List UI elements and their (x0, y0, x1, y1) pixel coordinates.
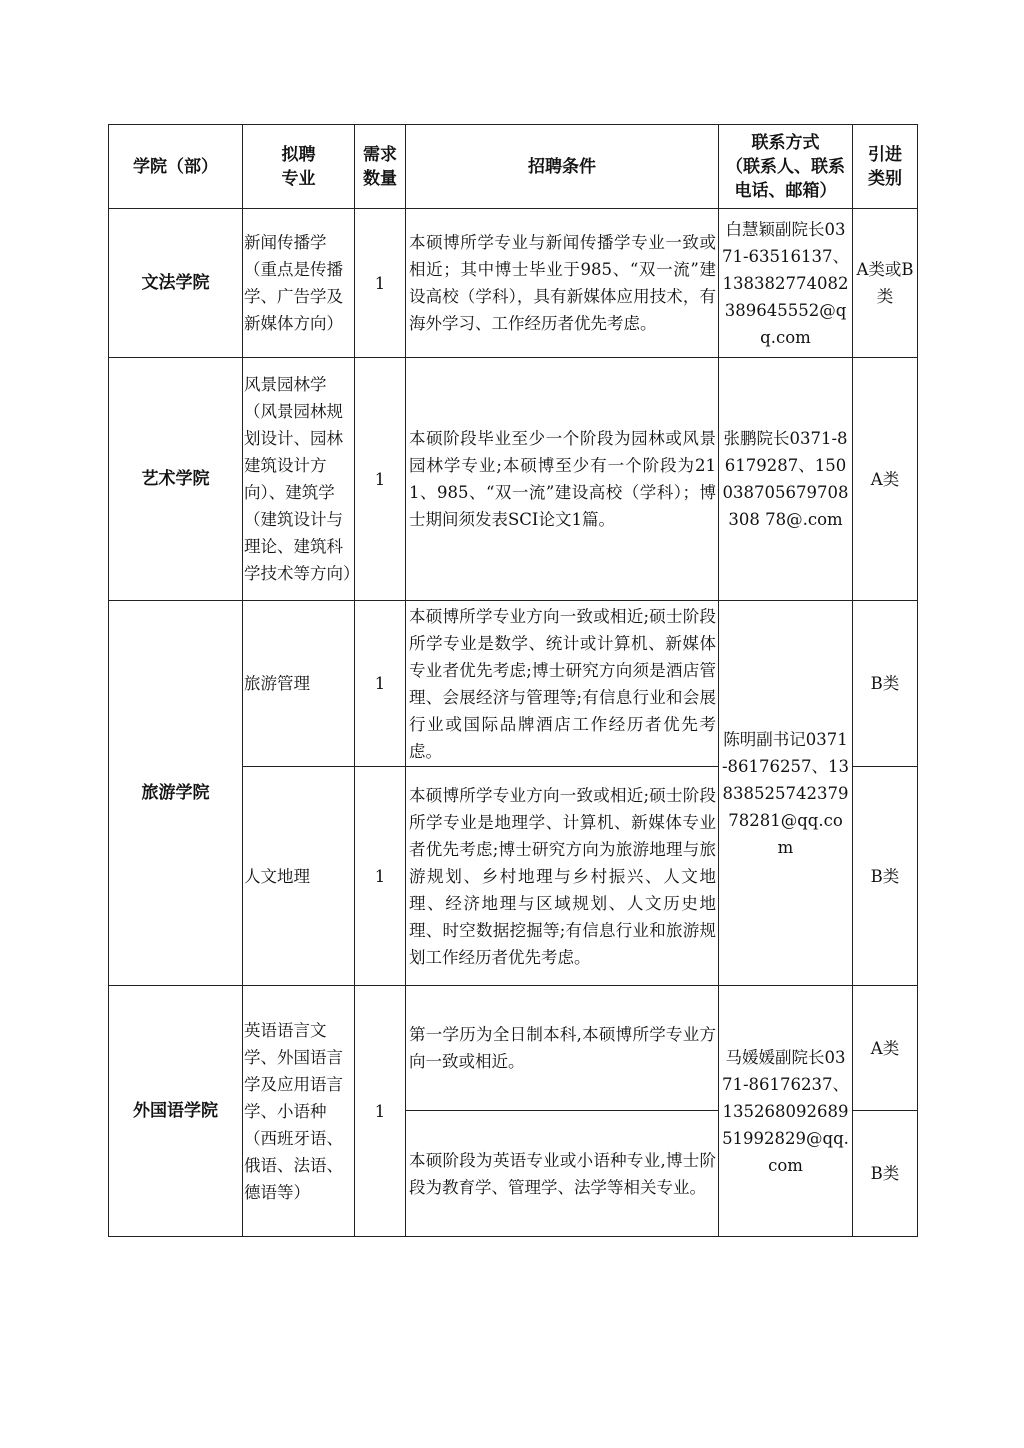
header-college: 学院（部） (109, 125, 243, 209)
contact-cell: 马媛媛副院长0371-86176237、13526809268951992829@qq.com (719, 986, 853, 1237)
header-count-line2: 数量 (363, 168, 397, 189)
header-category-line2: 类别 (868, 168, 902, 189)
header-contact-line3: 电话、邮箱） (734, 180, 837, 201)
major-cell: 风景园林学（风景园林规划设计、园林建筑设计方向）、建筑学（建筑设计与理论、建筑科学技术等方向） (243, 358, 355, 601)
conditions-cell: 本硕阶段为英语专业或小语种专业,博士阶段为教育学、管理学、法学等相关专业。 (406, 1111, 719, 1237)
header-major-line2: 专业 (281, 168, 316, 189)
contact-cell: 陈明副书记0371-86176257、1383852574237978281@qq.com (719, 601, 853, 986)
conditions-cell: 本硕阶段毕业至少一个阶段为园林或风景园林学专业;本硕博至少有一个阶段为211、985、“双一流”建设高校（学科）；博士期间须发表SCI论文1篇。 (406, 358, 719, 601)
count-cell: 1 (355, 986, 406, 1237)
contact-cell: 白慧颖副院长0371-63516137、138382774082389645552@qq.com (719, 209, 853, 358)
conditions-cell: 本硕博所学专业方向一致或相近;硕士阶段所学专业是地理学、计算机、新媒体专业者优先考虑;博士研究方向为旅游地理与旅游规划、乡村地理与乡村振兴、人文地理、经济地理与区域规划、人文历史地理、时空数据挖掘等;有信息行业和旅游规划工作经历者优先考虑。 (406, 767, 719, 986)
category-cell: B类 (853, 767, 918, 986)
major-cell: 新闻传播学（重点是传播学、广告学及新媒体方向） (243, 209, 355, 358)
major-cell: 旅游管理 (243, 601, 355, 767)
count-cell: 1 (355, 209, 406, 358)
header-count-line1: 需求 (363, 144, 397, 165)
college-cell: 文法学院 (109, 209, 243, 358)
college-cell: 艺术学院 (109, 358, 243, 601)
category-cell: A类或B类 (853, 209, 918, 358)
count-cell: 1 (355, 601, 406, 767)
major-cell: 人文地理 (243, 767, 355, 986)
header-contact (719, 125, 853, 209)
header-count (355, 125, 406, 209)
recruitment-table (108, 124, 918, 1237)
major-cell: 英语语言文学、外国语言学及应用语言学、小语种（西班牙语、俄语、法语、德语等） (243, 986, 355, 1237)
table-row (109, 986, 918, 1111)
header-contact-line2: （联系人、联系 (726, 156, 845, 177)
header-major-line1: 拟聘 (281, 144, 316, 165)
table-row (109, 209, 918, 358)
header-category-line1: 引进 (868, 144, 902, 165)
header-contact-line1: 联系方式 (751, 132, 820, 153)
header-category (853, 125, 918, 209)
count-cell: 1 (355, 767, 406, 986)
table-row (109, 358, 918, 601)
conditions-cell: 第一学历为全日制本科,本硕博所学专业方向一致或相近。 (406, 986, 719, 1111)
header-row (109, 125, 918, 209)
count-cell: 1 (355, 358, 406, 601)
category-cell: B类 (853, 1111, 918, 1237)
conditions-cell: 本硕博所学专业与新闻传播学专业一致或相近；其中博士毕业于985、“双一流”建设高校（学科），具有新媒体应用技术，有海外学习、工作经历者优先考虑。 (406, 209, 719, 358)
header-major (243, 125, 355, 209)
college-cell: 旅游学院 (109, 601, 243, 986)
category-cell: A类 (853, 986, 918, 1111)
conditions-cell: 本硕博所学专业方向一致或相近;硕士阶段所学专业是数学、统计或计算机、新媒体专业者优先考虑;博士研究方向须是酒店管理、会展经济与管理等;有信息行业和会展行业或国际品牌酒店工作经历者优先考虑。 (406, 601, 719, 767)
table-row (109, 601, 918, 767)
contact-cell: 张鹏院长0371-86179287、150038705679708308 78@.com (719, 358, 853, 601)
category-cell: A类 (853, 358, 918, 601)
category-cell: B类 (853, 601, 918, 767)
college-cell: 外国语学院 (109, 986, 243, 1237)
header-conditions: 招聘条件 (406, 125, 719, 209)
